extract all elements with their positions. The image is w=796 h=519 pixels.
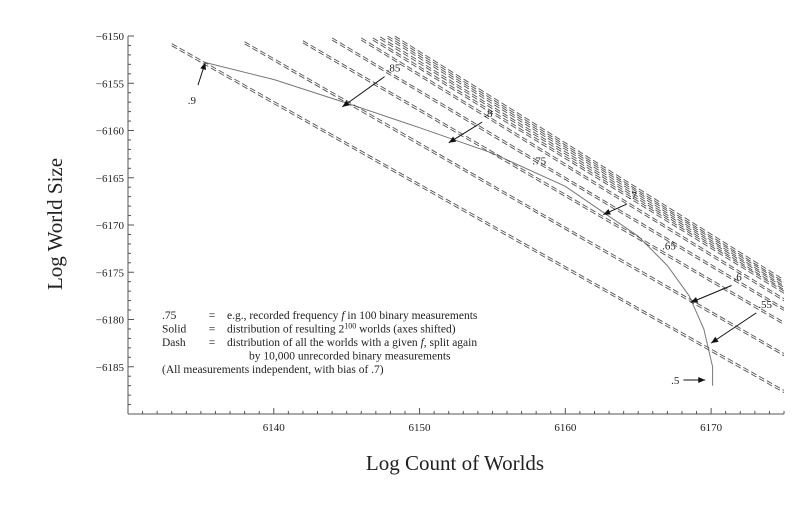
series-dash-65 [373,38,784,291]
annotation-label: .8 [484,107,493,120]
series-dash-7 [361,38,784,299]
annotation-arrowhead [698,377,705,383]
annotation-p6 [691,271,743,302]
note-equals: = [208,323,216,336]
y-tick-label: −6185 [95,361,124,374]
annotation-arrow [342,77,384,107]
y-tick-label: −6150 [95,31,124,43]
annotation-p9 [188,62,206,107]
annotation-label: .5 [671,374,680,387]
note-equals: = [208,337,216,349]
annotation-p5 [671,375,705,387]
note-key: Dash [162,337,186,349]
x-tick-label: 6160 [554,422,577,434]
y-tick-label: −6165 [95,172,124,185]
annotation-p65 [662,241,676,253]
annotation-p75 [532,156,546,168]
annotation-arrow [711,313,756,343]
note-line [162,310,478,322]
series-dash-5-twin [395,38,784,282]
series-dash-8-twin [303,43,784,325]
x-tick-label: 6170 [700,422,723,434]
y-tick-label: −6180 [95,314,124,327]
annotation-label: .6 [733,271,742,284]
series-dash-85-twin [245,44,784,356]
x-tick-label: 6140 [262,422,285,434]
annotation-label: .55 [758,298,773,311]
annotation-p8 [449,108,493,143]
annotation-label: .65 [662,240,676,253]
note-text: e.g., recorded frequency f in 100 binary measurements [227,310,478,322]
note-footer: (All measurements independent, with bias of .7) [162,364,384,376]
annotation-p7 [603,190,637,214]
x-ticks [128,408,784,434]
series-dash-65-twin [373,40,784,293]
annotation-label: .9 [187,95,196,108]
series-dash-6-twin [380,39,784,290]
series-dash-85 [245,42,784,354]
notes-box [162,310,478,376]
series-dash-6 [380,37,784,288]
x-axis-title: Log Count of Worlds [365,451,545,475]
x-tick-label: 6150 [408,422,431,434]
note-key: Solid [162,323,187,336]
y-axis-title: Log World Size [43,157,67,291]
annotation-label: .85 [386,62,401,75]
note-line [249,351,451,363]
y-tick-label: −6160 [95,125,124,138]
y-tick-label: −6155 [95,78,124,91]
series-dash-55-twin [388,38,785,286]
annotation-label: .7 [628,190,637,203]
series-dash-55 [388,36,785,284]
note-text: by 10,000 unrecorded binary measurements [249,350,451,363]
annotation-p55 [711,299,772,343]
series-dash-7-twin [361,40,784,301]
note-key: .75 [162,310,177,322]
note-text: distribution of resulting $2^{100}$ worlds (axes shifted) [227,321,456,336]
y-tick-label: −6170 [95,220,124,232]
note-line [162,322,456,336]
annotation-arrowhead [711,337,718,343]
note-line [162,337,477,349]
y-tick-label: −6175 [95,267,124,280]
note-text: distribution of all the worlds with a given f, split again [227,337,478,349]
note-equals: = [208,310,216,322]
note-line [162,364,384,376]
annotation-label: .75 [532,155,547,168]
